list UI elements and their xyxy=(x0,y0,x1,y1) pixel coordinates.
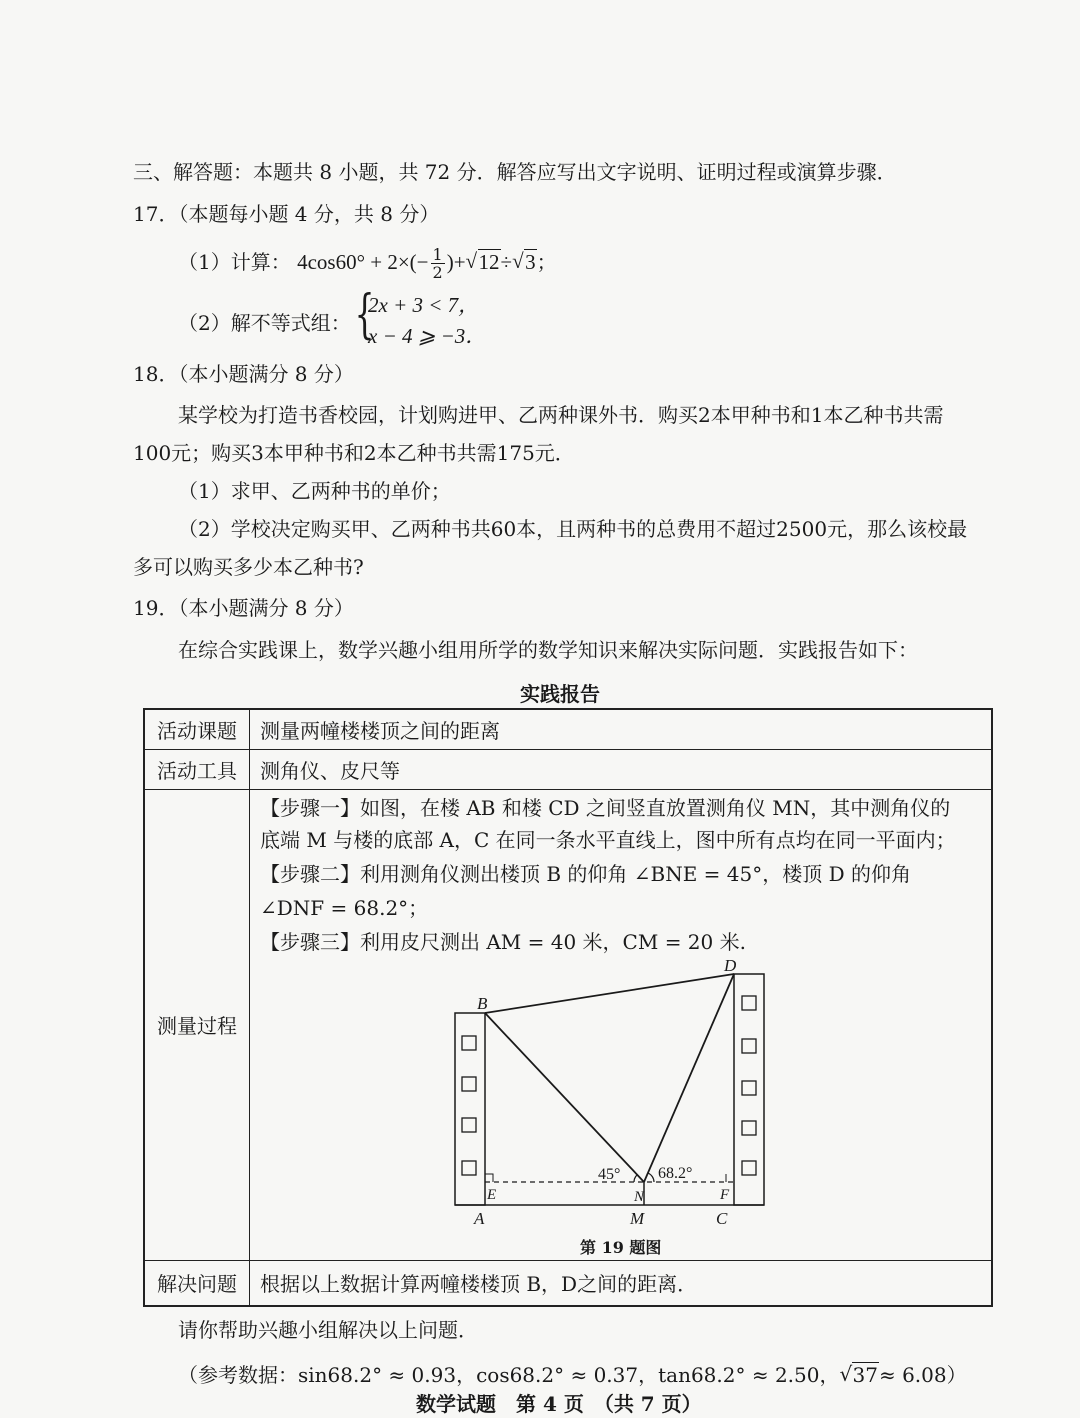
topic-value: 测量两幢楼楼顶之间的距离 xyxy=(250,709,993,749)
segment-dn xyxy=(644,974,734,1182)
q17-header: 17．（本题每小题 4 分，共 8 分） xyxy=(133,202,440,226)
q17-inequality-1: 2x + 3 < 7， xyxy=(368,293,480,317)
q17-part1-expr-b: )+ xyxy=(446,250,466,274)
left-brace-icon: { xyxy=(354,285,375,345)
section-heading: 三、解答题：本题共 8 小题，共 72 分．解答应写出文字说明、证明过程或演算步骤． xyxy=(133,160,897,184)
tools-value: 测角仪、皮尺等 xyxy=(250,749,993,789)
label-a: A xyxy=(474,1208,485,1228)
segment-bn xyxy=(485,1013,644,1182)
practice-report-table xyxy=(143,708,993,1307)
angle-arc-68 xyxy=(648,1173,654,1182)
q17-part1 xyxy=(178,246,557,281)
building-cd xyxy=(734,974,764,1205)
sqrt-37 xyxy=(840,1361,879,1389)
building-ab xyxy=(455,1013,485,1205)
label-f: F xyxy=(720,1186,730,1203)
q18-para1-line2: 100元；购买3本甲种书和2本乙种书共需175元． xyxy=(133,441,575,465)
angle-label-45: 45° xyxy=(598,1165,621,1183)
label-c: C xyxy=(716,1208,728,1228)
fraction-denominator: 2 xyxy=(432,263,443,282)
angle-label-68: 68.2° xyxy=(658,1164,693,1182)
reference-data-text: （参考数据：sin68.2° ≈ 0.93，cos68.2° ≈ 0.37，tan68.2° ≈ 2.50， xyxy=(178,1363,840,1387)
step2-line1: 【步骤二】利用测角仪测出楼顶 B 的仰角 ∠BNE = 45°，楼顶 D 的仰角 xyxy=(260,861,911,886)
topic-label: 活动课题 xyxy=(144,709,250,749)
figure-caption: 第 19 题图 xyxy=(580,1237,662,1257)
angle-arc-45 xyxy=(634,1175,637,1182)
q19-reference-data xyxy=(178,1361,967,1389)
tools-label: 活动工具 xyxy=(144,749,250,789)
q17-part1-end: ； xyxy=(536,250,557,274)
q17-part1-label: （1）计算： xyxy=(178,250,291,274)
report-row-topic xyxy=(144,709,992,749)
step3: 【步骤三】利用皮尺测出 AM = 40 米，CM = 20 米. xyxy=(260,929,746,954)
label-b: B xyxy=(477,993,488,1013)
q19-intro: 在综合实践课上，数学兴趣小组用所学的数学知识来解决实际问题．实践报告如下： xyxy=(178,638,918,662)
right-angle-e xyxy=(485,1174,493,1182)
label-m: M xyxy=(630,1208,645,1228)
report-row-process xyxy=(144,789,992,1260)
solve-value: 根据以上数据计算两幢楼楼顶 B，D之间的距离． xyxy=(250,1260,993,1306)
solve-label: 解决问题 xyxy=(144,1260,250,1306)
right-building-windows xyxy=(742,996,756,1175)
report-title: 实践报告 xyxy=(520,682,600,706)
step2-line2: ∠DNF = 68.2°； xyxy=(260,895,429,920)
left-building-windows xyxy=(462,1036,476,1175)
report-row-solve xyxy=(144,1260,992,1306)
q19-figure xyxy=(438,955,768,1233)
process-content xyxy=(250,789,993,1260)
sqrt-3-radicand: 3 xyxy=(525,250,536,274)
q18-header: 18．（本小题满分 8 分） xyxy=(133,362,354,386)
sqrt-12-radicand: 12 xyxy=(478,250,500,274)
q19-request: 请你帮助兴趣小组解决以上问题． xyxy=(178,1318,478,1342)
sqrt-37-radicand: 37 xyxy=(852,1363,878,1387)
label-e: E xyxy=(487,1186,497,1203)
q18-part1: （1）求甲、乙两种书的单价； xyxy=(178,479,451,503)
q17-fraction xyxy=(431,246,445,281)
sqrt-12 xyxy=(466,248,501,276)
label-d: D xyxy=(724,955,737,975)
q17-part1-expr-c: ÷ xyxy=(500,250,513,274)
q18-part2-line1: （2）学校决定购买甲、乙两种书共60本，且两种书的总费用不超过2500元，那么该校最 xyxy=(178,517,968,541)
q18-part2-line2: 多可以购买多少本乙种书? xyxy=(133,555,364,579)
page-footer: 数学试题 第 4 页 （共 7 页） xyxy=(416,1392,702,1416)
q17-inequality-2: x − 4 ⩾ −3． xyxy=(368,324,487,348)
step1-line2: 底端 M 与楼的底部 A，C 在同一条水平直线上，图中所有点均在同一平面内； xyxy=(260,827,956,852)
q17-part1-expr-a: 4cos60° + 2×(− xyxy=(297,250,429,274)
fraction-numerator: 1 xyxy=(432,245,443,264)
reference-sqrt-value: ≈ 6.08） xyxy=(878,1363,967,1387)
label-n: N xyxy=(634,1188,645,1205)
q19-header: 19．（本小题满分 8 分） xyxy=(133,596,354,620)
step1-line1: 【步骤一】如图，在楼 AB 和楼 CD 之间竖直放置测角仪 MN，其中测角仪的 xyxy=(260,795,951,820)
q17-part2-label: （2）解不等式组： xyxy=(178,311,351,335)
report-row-tools xyxy=(144,749,992,789)
segment-bd xyxy=(485,974,734,1013)
q18-para1-line1: 某学校为打造书香校园，计划购进甲、乙两种课外书．购买2本甲种书和1本乙种书共需 xyxy=(178,403,944,427)
process-label: 测量过程 xyxy=(144,789,250,1260)
sqrt-3 xyxy=(512,248,537,276)
